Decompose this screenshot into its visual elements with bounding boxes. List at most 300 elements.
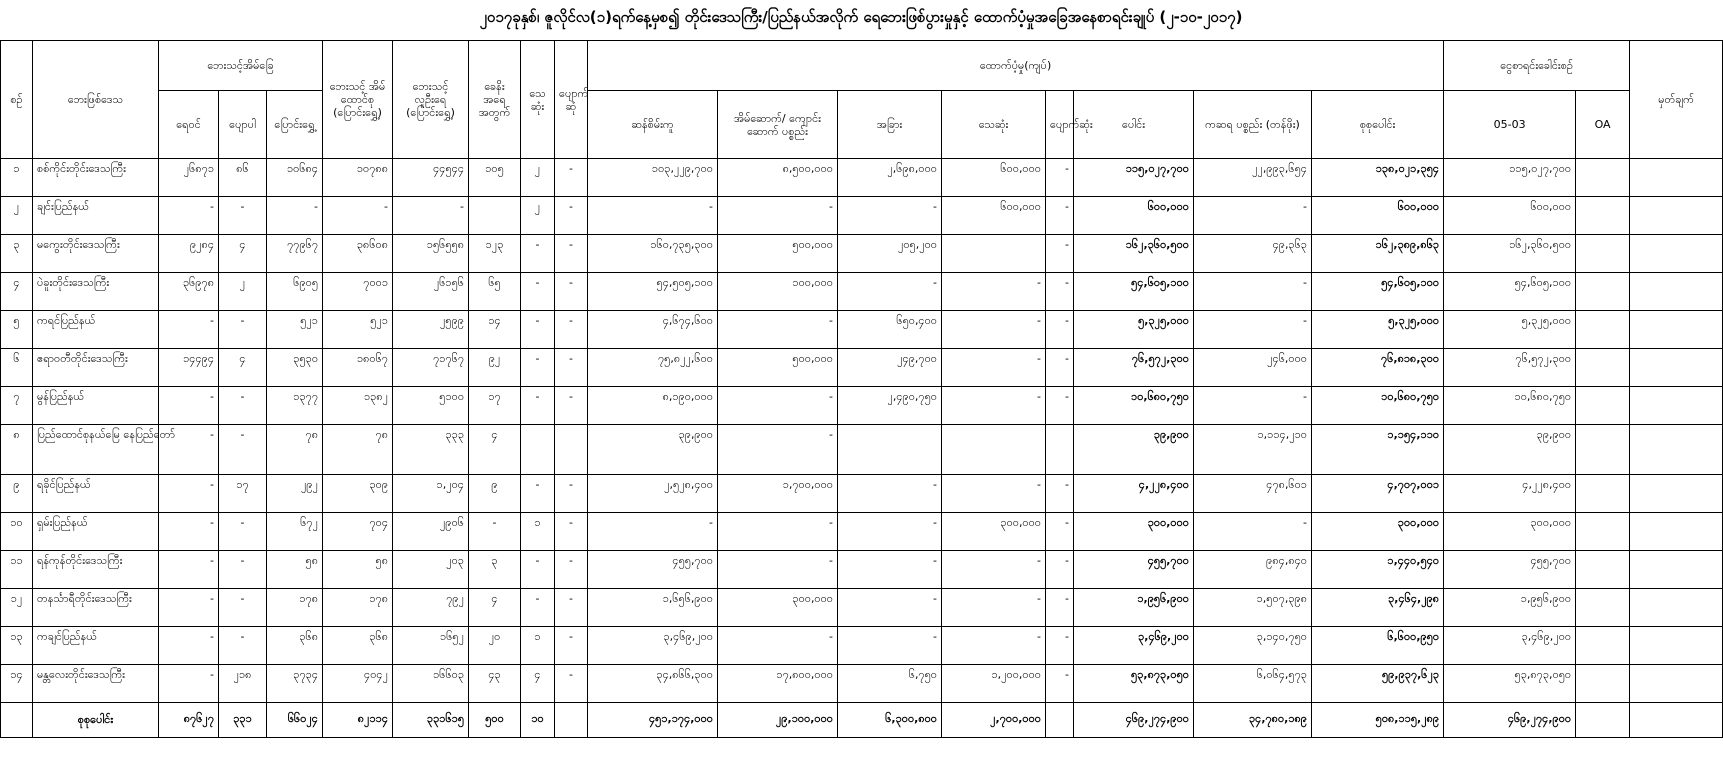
cell-missing-aid: -: [1046, 159, 1074, 197]
cell-missing-aid: -: [1046, 273, 1074, 311]
header-households: ဘေးသင့် အိမ် ထောင်စု (ပြောင်းရွှေ့): [323, 41, 393, 159]
cell-serial: ၈: [1, 425, 33, 475]
cell-washed-away: ၁၇: [219, 475, 267, 513]
cell-washed-away: -: [219, 311, 267, 349]
cell-inundated: ၉၂၈၄: [159, 235, 219, 273]
cell-households: ၅၂၁: [323, 311, 393, 349]
cell-remarks: [1630, 513, 1723, 551]
cell-account-0503: ၅,၃၂၅,၀၀၀: [1444, 311, 1576, 349]
cell-missing: -: [555, 513, 588, 551]
cell-death-aid: -: [942, 551, 1046, 589]
cell-account-oa: [1576, 349, 1630, 387]
cell-missing: -: [555, 665, 588, 703]
cell-relocated: ၃၆၈: [267, 627, 323, 665]
table-row: [1, 159, 1723, 197]
cell-washed-away: ၂၁၈: [219, 665, 267, 703]
header-missing: ပျောက် ဆုံ: [555, 41, 588, 159]
cell-missing: -: [555, 551, 588, 589]
cell-households: ၇၀၀၁: [323, 273, 393, 311]
cell-grand-total: ၃,၄၆၄,၂၉၈: [1312, 589, 1444, 627]
cell-region: မကွေးတိုင်းဒေသကြီး: [33, 235, 159, 273]
cell-grand-total: ၅၉,၉၃၇,၆၂၃: [1312, 665, 1444, 703]
page-title: ၂၀၁၇ခုနှစ်၊ ဇူလိုင်လ(၁)ရက်နေ့မှစ၍ တိုင်းဒေသကြီး/ပြည်နယ်အလိုက် ရေဘေးဖြစ်ပွားမှုနှင့် ထောက်ပံ့မှုအခြေအနေစာရင်းချုပ် (၂-၁၀-၂၀၁၇): [479, 8, 1243, 26]
cell-housing-materials: -: [718, 551, 838, 589]
cell-housing-materials: -: [718, 425, 838, 475]
cell-deaths: -: [521, 349, 555, 387]
total-remarks: [1630, 703, 1723, 738]
header-grand-total: စုစုပေါင်း: [1312, 91, 1444, 159]
cell-remarks: [1630, 475, 1723, 513]
cell-other-aid: ၆,၇၅၀: [838, 665, 942, 703]
cell-households: ၇၀၄: [323, 513, 393, 551]
cell-households: ၁၃၈၂: [323, 387, 393, 425]
cell-inundated: -: [159, 513, 219, 551]
cell-deaths: ၁: [521, 627, 555, 665]
cell-deaths: ၄: [521, 665, 555, 703]
total-persons: ၃၃၁၆၁၅: [393, 703, 469, 738]
cell-relocated: ၂၉၂: [267, 475, 323, 513]
cell-camps: [469, 197, 521, 235]
cell-camps: ၄၃: [469, 665, 521, 703]
table-body: [1, 159, 1723, 738]
cell-death-aid: ၃၀၀,၀၀၀: [942, 513, 1046, 551]
cell-other-aid: ၂၄၉,၇၀၀: [838, 349, 942, 387]
cell-subtotal: ၆၀၀,၀၀၀: [1074, 197, 1194, 235]
cell-missing-aid: -: [1046, 475, 1074, 513]
cell-serial: ၁၃: [1, 627, 33, 665]
cell-rice-aid: ၁,၆၅၆,၉၀၀: [588, 589, 718, 627]
cell-subtotal: ၅၃,၈၇၃,၀၅၀: [1074, 665, 1194, 703]
table-row: [1, 513, 1723, 551]
cell-deaths: ၁: [521, 513, 555, 551]
cell-inundated: ၂၆၈၇၁: [159, 159, 219, 197]
cell-relocated: -: [267, 197, 323, 235]
cell-death-aid: -: [942, 589, 1046, 627]
cell-deaths: -: [521, 475, 555, 513]
cell-inundated: -: [159, 665, 219, 703]
header-account-0503: 05-03: [1444, 91, 1576, 159]
total-row: [1, 703, 1723, 738]
cell-death-aid: -: [942, 387, 1046, 425]
cell-subtotal: ၅,၃၂၅,၀၀၀: [1074, 311, 1194, 349]
cell-deaths: ၂: [521, 159, 555, 197]
cell-relief-goods: ၃,၁၄၀,၇၅၀: [1194, 627, 1312, 665]
cell-account-0503: ၁၁၅,၀၂၇,၇၀၀: [1444, 159, 1576, 197]
cell-rice-aid: ၃၄,၈၆၆,၃၀၀: [588, 665, 718, 703]
cell-deaths: -: [521, 311, 555, 349]
total-label: စုစုပေါင်း: [33, 703, 159, 738]
cell-households: ၁၇၈: [323, 589, 393, 627]
cell-relocated: ၁၇၈: [267, 589, 323, 627]
cell-grand-total: ၁,၁၅၄,၁၁၀: [1312, 425, 1444, 475]
cell-households: ၃၈၆၀၈: [323, 235, 393, 273]
cell-housing-materials: -: [718, 513, 838, 551]
cell-subtotal: ၁၆၂,၃၆၀,၅၀၀: [1074, 235, 1194, 273]
cell-subtotal: ၄,၂၂၈,၄၀၀: [1074, 475, 1194, 513]
cell-subtotal: ၇၆,၅၇၂,၃၀၀: [1074, 349, 1194, 387]
cell-account-oa: [1576, 475, 1630, 513]
header-camps: ခေနိး အရေ အတွက်: [469, 41, 521, 159]
cell-relief-goods: -: [1194, 311, 1312, 349]
header-washed-away: ပျောပါ: [219, 91, 267, 159]
cell-deaths: [521, 425, 555, 475]
cell-serial: ၇: [1, 387, 33, 425]
total-missing: [555, 703, 588, 738]
cell-account-0503: ၁၆၂,၃၆၀,၅၀၀: [1444, 235, 1576, 273]
cell-region: ဧရာဝတီတိုင်းဒေသကြီး: [33, 349, 159, 387]
cell-persons: ၁,၂၀၄: [393, 475, 469, 513]
cell-housing-materials: ၃၀၀,၀၀၀: [718, 589, 838, 627]
header-missing-aid: ပျောက်ဆုံး: [1046, 91, 1074, 159]
cell-households: ၅၈: [323, 551, 393, 589]
total-relief-goods: ၃၄,၇၈၀,၁၈၉: [1194, 703, 1312, 738]
cell-rice-aid: ၂,၅၂၈,၄၀၀: [588, 475, 718, 513]
cell-inundated: -: [159, 197, 219, 235]
cell-rice-aid: -: [588, 197, 718, 235]
cell-missing-aid: -: [1046, 349, 1074, 387]
cell-account-0503: ၃၀၀,၀၀၀: [1444, 513, 1576, 551]
cell-relocated: ၅၈: [267, 551, 323, 589]
cell-washed-away: ၄: [219, 235, 267, 273]
header-deaths: သေ ဆုံး: [521, 41, 555, 159]
cell-death-aid: -: [942, 627, 1046, 665]
cell-washed-away: -: [219, 387, 267, 425]
cell-housing-materials: ၅၀၀,၀၀၀: [718, 235, 838, 273]
cell-remarks: [1630, 197, 1723, 235]
cell-washed-away: -: [219, 589, 267, 627]
cell-remarks: [1630, 589, 1723, 627]
cell-grand-total: ၁,၄၄၀,၅၄၀: [1312, 551, 1444, 589]
cell-relief-goods: -: [1194, 273, 1312, 311]
cell-inundated: -: [159, 627, 219, 665]
cell-death-aid: [942, 425, 1046, 475]
cell-remarks: [1630, 159, 1723, 197]
total-death-aid: ၂,၇၀၀,၀၀၀: [942, 703, 1046, 738]
cell-subtotal: ၄၅၅,၇၀၀: [1074, 551, 1194, 589]
cell-account-0503: ၆၀၀,၀၀၀: [1444, 197, 1576, 235]
cell-death-aid: ၆၀၀,၀၀၀: [942, 197, 1046, 235]
cell-camps: ၁၀၅: [469, 159, 521, 197]
total-inundated: ၈၇၆၂၇: [159, 703, 219, 738]
cell-missing: -: [555, 197, 588, 235]
cell-account-0503: ၄,၂၂၈,၄၀၀: [1444, 475, 1576, 513]
header-remarks: မှတ်ချက်: [1630, 41, 1723, 159]
cell-households: ၁၈၀၆၇: [323, 349, 393, 387]
cell-housing-materials: -: [718, 627, 838, 665]
cell-relief-goods: ၄၇၈,၆၀၁: [1194, 475, 1312, 513]
cell-households: ၄၀၄၂: [323, 665, 393, 703]
cell-missing: -: [555, 475, 588, 513]
header-persons: ဘေးသင့် လူဦးရေ (ပြောင်းရွှေ့): [393, 41, 469, 159]
cell-rice-aid: ၁၆၀,၇၃၅,၃၀၀: [588, 235, 718, 273]
cell-region: ရန်ကုန်တိုင်းဒေသကြီး: [33, 551, 159, 589]
table-row: [1, 589, 1723, 627]
cell-other-aid: ၂,၆၉၈,၀၀၀: [838, 159, 942, 197]
cell-persons: ၄၄၅၄၄: [393, 159, 469, 197]
cell-account-oa: [1576, 159, 1630, 197]
cell-washed-away: ၄: [219, 349, 267, 387]
cell-grand-total: ၁၃၈,၀၂၁,၃၅၄: [1312, 159, 1444, 197]
cell-persons: ၃၃၃: [393, 425, 469, 475]
cell-households: ၇၈: [323, 425, 393, 475]
table-row: [1, 273, 1723, 311]
cell-washed-away: ၂: [219, 273, 267, 311]
cell-relief-goods: ၂၄၆,၀၀၀: [1194, 349, 1312, 387]
cell-inundated: ၃၆၉၇၈: [159, 273, 219, 311]
cell-housing-materials: -: [718, 197, 838, 235]
cell-grand-total: ၅,၃၂၅,၀၀၀: [1312, 311, 1444, 349]
cell-camps: ၁၇: [469, 387, 521, 425]
cell-death-aid: -: [942, 311, 1046, 349]
cell-missing: [555, 425, 588, 475]
cell-washed-away: -: [219, 513, 267, 551]
cell-missing: -: [555, 311, 588, 349]
cell-remarks: [1630, 311, 1723, 349]
total-missing-aid: [1046, 703, 1074, 738]
cell-grand-total: ၁၆၂,၃၈၉,၈၆၃: [1312, 235, 1444, 273]
cell-region: ပဲခူးတိုင်းဒေသကြီး: [33, 273, 159, 311]
cell-other-aid: -: [838, 589, 942, 627]
table-row: [1, 311, 1723, 349]
cell-inundated: -: [159, 311, 219, 349]
cell-missing-aid: -: [1046, 627, 1074, 665]
cell-region: ရှမ်းပြည်နယ်: [33, 513, 159, 551]
cell-subtotal: ၃,၄၆၉,၂၀၀: [1074, 627, 1194, 665]
table-row: [1, 197, 1723, 235]
cell-missing-aid: -: [1046, 513, 1074, 551]
cell-missing: -: [555, 627, 588, 665]
cell-housing-materials: ၈,၅၀၀,၀၀၀: [718, 159, 838, 197]
cell-camps: -: [469, 513, 521, 551]
cell-relocated: ၁၃၇၇: [267, 387, 323, 425]
cell-account-oa: [1576, 425, 1630, 475]
cell-account-oa: [1576, 589, 1630, 627]
cell-camps: ၉: [469, 475, 521, 513]
cell-deaths: -: [521, 589, 555, 627]
cell-other-aid: ၂,၄၉၀,၇၅၀: [838, 387, 942, 425]
cell-households: ၃၀၉: [323, 475, 393, 513]
cell-relief-goods: -: [1194, 513, 1312, 551]
cell-death-aid: ၁,၂၀၀,၀၀၀: [942, 665, 1046, 703]
header-support: ထောက်ပံ့မှု(ကျပ်): [588, 41, 1444, 91]
cell-remarks: [1630, 273, 1723, 311]
cell-relief-goods: ၂၂,၉၉၃,၆၅၄: [1194, 159, 1312, 197]
cell-persons: ၇၉၂: [393, 589, 469, 627]
cell-persons: ၂၅၉၉: [393, 311, 469, 349]
cell-housing-materials: ၁၀၀,၀၀၀: [718, 273, 838, 311]
cell-rice-aid: ၄၅၅,၇၀၀: [588, 551, 718, 589]
cell-relocated: ၃၇၃၄: [267, 665, 323, 703]
header-affected-houses: ဘေးသင့်အိမ်ခြေ: [159, 41, 323, 91]
cell-subtotal: ၅၄,၆၀၅,၁၀၀: [1074, 273, 1194, 311]
total-account-oa: [1576, 703, 1630, 738]
header-serial: စဉ်: [1, 41, 33, 159]
cell-rice-aid: ၃,၄၆၉,၂၀၀: [588, 627, 718, 665]
cell-serial: ၉: [1, 475, 33, 513]
cell-persons: ၂၆၁၅၆: [393, 273, 469, 311]
cell-region: ရခိုင်ပြည်နယ်: [33, 475, 159, 513]
cell-account-0503: ၅၃,၈၇၃,၀၅၀: [1444, 665, 1576, 703]
cell-missing-aid: -: [1046, 387, 1074, 425]
total-rice-aid: ၄၅၁,၁၇၄,၀၀၀: [588, 703, 718, 738]
cell-inundated: -: [159, 387, 219, 425]
cell-relocated: ၃၅၃၀: [267, 349, 323, 387]
cell-housing-materials: ၁၇,၈၀၀,၀၀၀: [718, 665, 838, 703]
cell-housing-materials: ၁,၇၀၀,၀၀၀: [718, 475, 838, 513]
cell-other-aid: -: [838, 197, 942, 235]
cell-rice-aid: ၇၅,၈၂၂,၆၀၀: [588, 349, 718, 387]
cell-households: -: [323, 197, 393, 235]
cell-persons: ၂၉၀၆: [393, 513, 469, 551]
table-row: [1, 551, 1723, 589]
cell-region: မွန်ပြည်နယ်: [33, 387, 159, 425]
cell-region: စစ်ကိုင်းတိုင်းဒေသကြီး: [33, 159, 159, 197]
cell-camps: ၃: [469, 551, 521, 589]
cell-account-0503: ၁၀,၆၈၀,၇၅၀: [1444, 387, 1576, 425]
cell-missing-aid: -: [1046, 311, 1074, 349]
cell-account-oa: [1576, 235, 1630, 273]
cell-other-aid: -: [838, 627, 942, 665]
cell-deaths: -: [521, 387, 555, 425]
cell-relief-goods: ၄၉,၃၆၃: [1194, 235, 1312, 273]
cell-other-aid: -: [838, 273, 942, 311]
cell-region: ပြည်ထောင်စုနယ်မြေ နေပြည်တော်: [33, 425, 159, 475]
total-washed-away: ၃၃၁: [219, 703, 267, 738]
cell-relief-goods: -: [1194, 197, 1312, 235]
header-housing-materials: အိမ်ဆောက်/ ကျောင်းဆောက် ပစ္စည်း: [718, 91, 838, 159]
header-relocated: ပြောင်းရွှေ့: [267, 91, 323, 159]
cell-missing-aid: -: [1046, 235, 1074, 273]
cell-region: တနင်္သာရီတိုင်းဒေသကြီး: [33, 589, 159, 627]
total-deaths: ၁၀: [521, 703, 555, 738]
cell-grand-total: ၆၀၀,၀၀၀: [1312, 197, 1444, 235]
cell-housing-materials: ၅၀၀,၀၀၀: [718, 349, 838, 387]
cell-camps: ၉၂: [469, 349, 521, 387]
table-row: [1, 475, 1723, 513]
cell-grand-total: ၇၆,၈၁၈,၃၀၀: [1312, 349, 1444, 387]
cell-relocated: ၅၂၁: [267, 311, 323, 349]
cell-inundated: -: [159, 551, 219, 589]
cell-rice-aid: ၃၉,၉၀၀: [588, 425, 718, 475]
relief-summary-table: [0, 40, 1723, 738]
cell-subtotal: ၁၁၅,၀၂၇,၇၀၀: [1074, 159, 1194, 197]
cell-washed-away: -: [219, 627, 267, 665]
cell-subtotal: ၃၉,၉၀၀: [1074, 425, 1194, 475]
cell-rice-aid: -: [588, 513, 718, 551]
cell-relief-goods: ၉၈၄,၈၄၀: [1194, 551, 1312, 589]
cell-relocated: ၁၀၆၈၄: [267, 159, 323, 197]
cell-account-0503: ၅၄,၆၀၅,၁၀၀: [1444, 273, 1576, 311]
cell-inundated: -: [159, 425, 219, 475]
cell-rice-aid: ၁၀၃,၂၂၉,၇၀၀: [588, 159, 718, 197]
cell-camps: ၄: [469, 589, 521, 627]
table-row: [1, 627, 1723, 665]
total-grand-total: ၅၀၈,၁၁၅,၂၈၉: [1312, 703, 1444, 738]
cell-relief-goods: ၆,၀၆၄,၅၇၃: [1194, 665, 1312, 703]
cell-account-0503: ၄၅၅,၇၀၀: [1444, 551, 1576, 589]
cell-relief-goods: ၁,၅၀၇,၃၉၈: [1194, 589, 1312, 627]
cell-account-oa: [1576, 627, 1630, 665]
cell-remarks: [1630, 551, 1723, 589]
cell-camps: ၆၅: [469, 273, 521, 311]
cell-grand-total: ၃၀၀,၀၀၀: [1312, 513, 1444, 551]
total-account-0503: ၄၆၉,၂၇၄,၉၀၀: [1444, 703, 1576, 738]
cell-households: ၃၆၈: [323, 627, 393, 665]
cell-death-aid: -: [942, 475, 1046, 513]
cell-grand-total: ၁၀,၆၈၀,၇၅၀: [1312, 387, 1444, 425]
cell-relief-goods: -: [1194, 387, 1312, 425]
cell-account-oa: [1576, 513, 1630, 551]
cell-region: ချင်းပြည်နယ်: [33, 197, 159, 235]
cell-missing-aid: -: [1046, 551, 1074, 589]
header-region: ဘေးဖြစ်ဒေသ: [33, 41, 159, 159]
cell-deaths: -: [521, 235, 555, 273]
total-households: ၈၂၁၁၄: [323, 703, 393, 738]
total-serial: [1, 703, 33, 738]
total-relocated: ၆၆၀၂၄: [267, 703, 323, 738]
cell-persons: ၁၆၅၂: [393, 627, 469, 665]
cell-inundated: ၁၄၄၉၄: [159, 349, 219, 387]
cell-other-aid: -: [838, 475, 942, 513]
cell-serial: ၂: [1, 197, 33, 235]
cell-account-oa: [1576, 551, 1630, 589]
cell-other-aid: ၂၀၅,၂၀၀: [838, 235, 942, 273]
cell-region: မန္တလေးတိုင်းဒေသကြီး: [33, 665, 159, 703]
cell-deaths: -: [521, 551, 555, 589]
cell-relocated: ၆၉၀၅: [267, 273, 323, 311]
cell-serial: ၆: [1, 349, 33, 387]
header-relief-goods: ကဆရ ပစ္စည်း (တန်ဖိုး): [1194, 91, 1312, 159]
cell-persons: ၁၅၆၅၅၈: [393, 235, 469, 273]
cell-account-oa: [1576, 387, 1630, 425]
table-row: [1, 425, 1723, 475]
cell-account-0503: ၃၉,၉၀၀: [1444, 425, 1576, 475]
cell-other-aid: -: [838, 551, 942, 589]
cell-inundated: -: [159, 589, 219, 627]
cell-persons: ၁၆၆၀၃: [393, 665, 469, 703]
cell-relief-goods: ၁,၁၁၄,၂၁၀: [1194, 425, 1312, 475]
cell-washed-away: -: [219, 425, 267, 475]
header-cash-account: ငွေစာရင်းခေါင်းစဉ်: [1444, 41, 1630, 91]
cell-remarks: [1630, 425, 1723, 475]
cell-remarks: [1630, 627, 1723, 665]
cell-death-aid: -: [942, 349, 1046, 387]
cell-rice-aid: ၄,၆၇၄,၆၀၀: [588, 311, 718, 349]
cell-region: ကချင်ပြည်နယ်: [33, 627, 159, 665]
cell-serial: ၁၂: [1, 589, 33, 627]
total-subtotal: ၄၆၉,၂၇၄,၉၀၀: [1074, 703, 1194, 738]
cell-account-oa: [1576, 311, 1630, 349]
cell-serial: ၁၀: [1, 513, 33, 551]
cell-missing: -: [555, 235, 588, 273]
header-death-aid: သေဆုံး: [942, 91, 1046, 159]
cell-households: ၁၀၇၈၈: [323, 159, 393, 197]
cell-persons: ၂၀၃: [393, 551, 469, 589]
cell-missing: -: [555, 159, 588, 197]
cell-other-aid: -: [838, 513, 942, 551]
cell-other-aid: ၆၅၀,၄၀၀: [838, 311, 942, 349]
cell-relocated: ၇၇၉၆၇: [267, 235, 323, 273]
cell-account-0503: ၇၆,၅၇၂,၃၀၀: [1444, 349, 1576, 387]
cell-serial: ၁: [1, 159, 33, 197]
cell-rice-aid: ၈,၁၉၀,၀၀၀: [588, 387, 718, 425]
cell-rice-aid: ၅၄,၅၀၅,၁၀၀: [588, 273, 718, 311]
cell-remarks: [1630, 665, 1723, 703]
cell-camps: ၁၂၃: [469, 235, 521, 273]
cell-subtotal: ၃၀၀,၀၀၀: [1074, 513, 1194, 551]
cell-death-aid: -: [942, 273, 1046, 311]
cell-serial: ၅: [1, 311, 33, 349]
